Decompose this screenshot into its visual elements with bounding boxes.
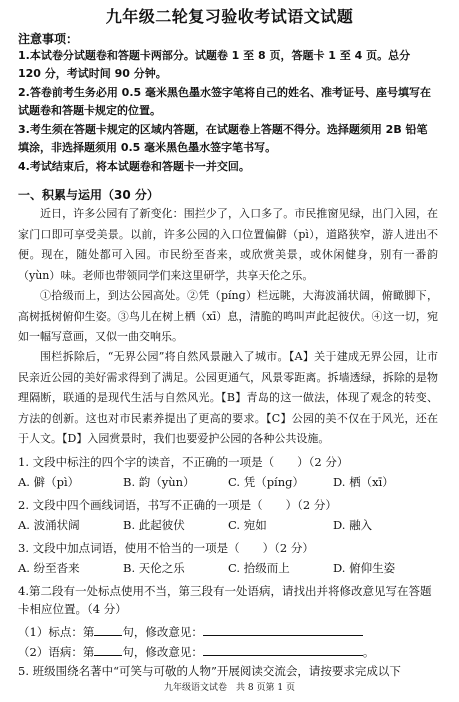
- line-2-prefix: （2）语病：第: [18, 645, 95, 659]
- notice-item-4: 4.考试结束后，将本试题卷和答题卡一并交回。: [18, 160, 250, 173]
- question-3-options: [18, 560, 438, 576]
- notice-item-1: 1.本试卷分试题卷和答题卡两部分。试题卷 1 至 8 页，答题卡 1 至 4 页。总分 120 分，考试时间 90 分钟。: [18, 49, 411, 80]
- revision-blank-1[interactable]: [203, 623, 363, 636]
- option-d[interactable]: D. 栖（xī）: [333, 475, 394, 489]
- question-1-options: [18, 474, 438, 490]
- option-c[interactable]: C. 宛如: [228, 518, 267, 532]
- option-b[interactable]: B. 天伦之乐: [123, 561, 185, 575]
- section-heading: 一、积累与运用（30 分）: [18, 188, 159, 202]
- line-1-mid: 句，修改意见：: [122, 625, 203, 639]
- option-b[interactable]: B. 韵（yùn）: [123, 475, 195, 489]
- notice-item-2: 2.答卷前考生务必用 0.5 毫米黑色墨水签字笔将自己的姓名、准考证号、座号填写在试题卷和答题卡规定的位置。: [18, 86, 431, 117]
- option-a[interactable]: A. 波涌状阔: [18, 518, 80, 532]
- option-d[interactable]: D. 融入: [333, 518, 373, 532]
- passage-paragraph-3: 围栏拆除后，“无界公园”将自然风景融入了城市。【A】关于建成无界公园，让市民亲近公园的美好需求得到了满足。公园更通气，风景零距离。拆墙透绿，拆除的是物理隔断，联通的是现代生活与自然风光。【B】青岛的这一做法，体现了观念的转变、方法的创新。这也对市民素养提出了更高的要求。【C】公园的美不仅在于风光，还在于人文。【D】入园赏景时，我们也要爱护公园的各种公共设施。: [18, 350, 438, 445]
- notice-heading: 注意事项：: [18, 32, 79, 46]
- question-4-line-1: [18, 623, 438, 641]
- question-4-line-2: [18, 643, 438, 661]
- revision-blank-2[interactable]: [203, 643, 363, 656]
- option-c[interactable]: C. 凭（pínɡ）: [228, 475, 305, 489]
- notice-item-3: 3.考生须在答题卡规定的区域内答题，在试题卷上答题不得分。选择题须用 2B 铅笔填涂，非选择题须用 0.5 毫米黑色墨水签字笔书写。: [18, 123, 428, 154]
- line-2-end: 。: [362, 645, 375, 659]
- question-3-stem: 3. 文段中加点词语，使用不恰当的一项是（ ）（2 分）: [18, 541, 314, 555]
- option-d[interactable]: D. 俯仰生姿: [333, 561, 396, 575]
- question-5-stem: 5. 班级围绕名著中“可笑与可敬的人物”开展阅读交流会，请按要求完成以下: [18, 664, 401, 678]
- question-2-options: [18, 517, 438, 533]
- passage-paragraph-2: ①拾级而上，到达公园高处。②凭（pínɡ）栏远眺，大海波涌状阔，俯瞰脚下，高树抵树俯仰生姿。③鸟儿在树上栖（xī）息，清脆的鸣叫声此起彼伏。④这一切，宛如一幅写意画，又似一曲交响乐。: [18, 289, 438, 343]
- option-a[interactable]: A. 纷至沓来: [18, 561, 80, 575]
- question-4-stem: 4.第二段有一处标点使用不当，第三段有一处语病，请找出并将修改意见写在答题卡相应位置。（4 分）: [18, 584, 432, 616]
- option-a[interactable]: A. 僻（pì）: [18, 475, 80, 489]
- question-1-stem: 1. 文段中标注的四个字的读音，不正确的一项是（ ）（2 分）: [18, 455, 349, 469]
- option-b[interactable]: B. 此起彼伏: [123, 518, 185, 532]
- passage-paragraph-1: 近日，许多公园有了新变化：围拦少了，入口多了。市民推窗见绿，出门入园，在家门口即可享受美景。以前，许多公园的入口位置偏僻（pì），道路狭窄，游人进出不便。现在，随处都可入园。市民纷至沓来，或欣赏美景，或休闲健身，别有一番韵（yùn）味。老师也带领同学们来这里研学，共享天伦之乐。: [18, 207, 438, 282]
- question-2-stem: 2. 文段中四个画线词语，书写不正确的一项是（ ）（2 分）: [18, 498, 337, 512]
- option-c[interactable]: C. 拾级而上: [228, 561, 290, 575]
- page-title: 九年级二轮复习验收考试语文试题: [105, 7, 354, 26]
- sentence-number-blank-2[interactable]: [94, 643, 122, 656]
- line-1-prefix: （1）标点：第: [18, 625, 95, 639]
- sentence-number-blank-1[interactable]: [94, 623, 122, 636]
- line-2-mid: 句，修改意见：: [122, 645, 203, 659]
- page-footer: 九年级语文试卷 共 8 页第 1 页: [164, 683, 295, 693]
